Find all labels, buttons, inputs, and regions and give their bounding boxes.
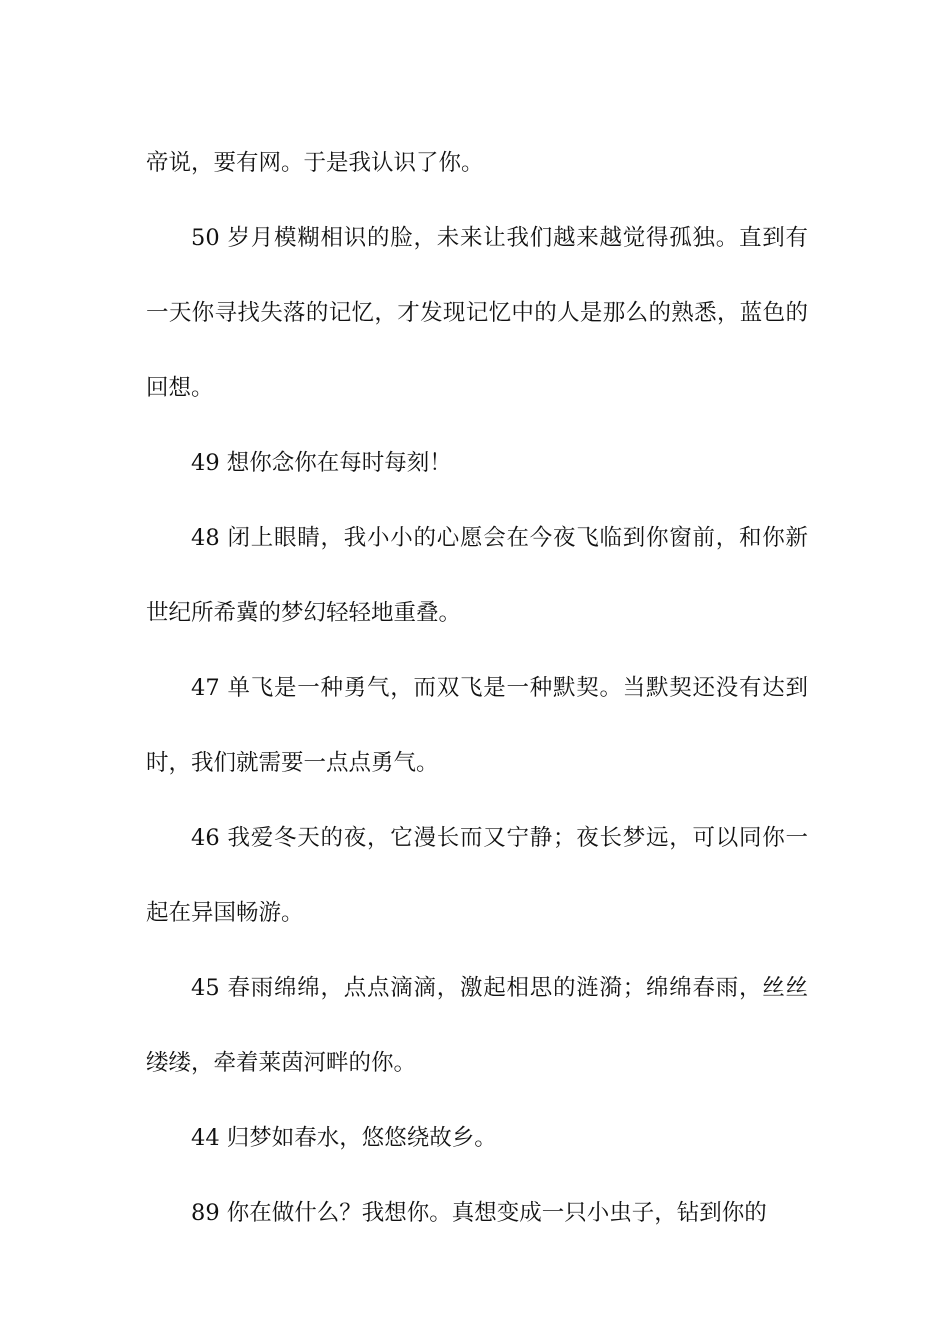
paragraph-continued: 帝说，要有网。于是我认识了你。 xyxy=(146,150,484,176)
paragraph-46: 46 我爱冬天的夜，它漫长而又宁静；夜长梦远，可以同你一起在异国畅游。 xyxy=(146,825,808,926)
document-body xyxy=(146,126,808,1251)
paragraph-45: 45 春雨绵绵，点点滴滴，激起相思的涟漪；绵绵春雨，丝丝缕缕，牵着莱茵河畔的你。 xyxy=(146,975,808,1076)
paragraph-89: 89 你在做什么？我想你。真想变成一只小虫子，钻到你的 xyxy=(191,1200,767,1226)
paragraph-50: 50 岁月模糊相识的脸，未来让我们越来越觉得孤独。直到有一天你寻找失落的记忆，才发现记忆中的人是那么的熟悉，蓝色的回想。 xyxy=(146,225,808,401)
paragraph-49: 49 想你念你在每时每刻！ xyxy=(191,450,452,476)
paragraph-47: 47 单飞是一种勇气，而双飞是一种默契。当默契还没有达到时，我们就需要一点点勇气。 xyxy=(146,675,808,776)
paragraph-44: 44 归梦如春水，悠悠绕故乡。 xyxy=(191,1125,497,1151)
paragraph-48: 48 闭上眼睛，我小小的心愿会在今夜飞临到你窗前，和你新世纪所希冀的梦幻轻轻地重叠。 xyxy=(146,525,808,626)
